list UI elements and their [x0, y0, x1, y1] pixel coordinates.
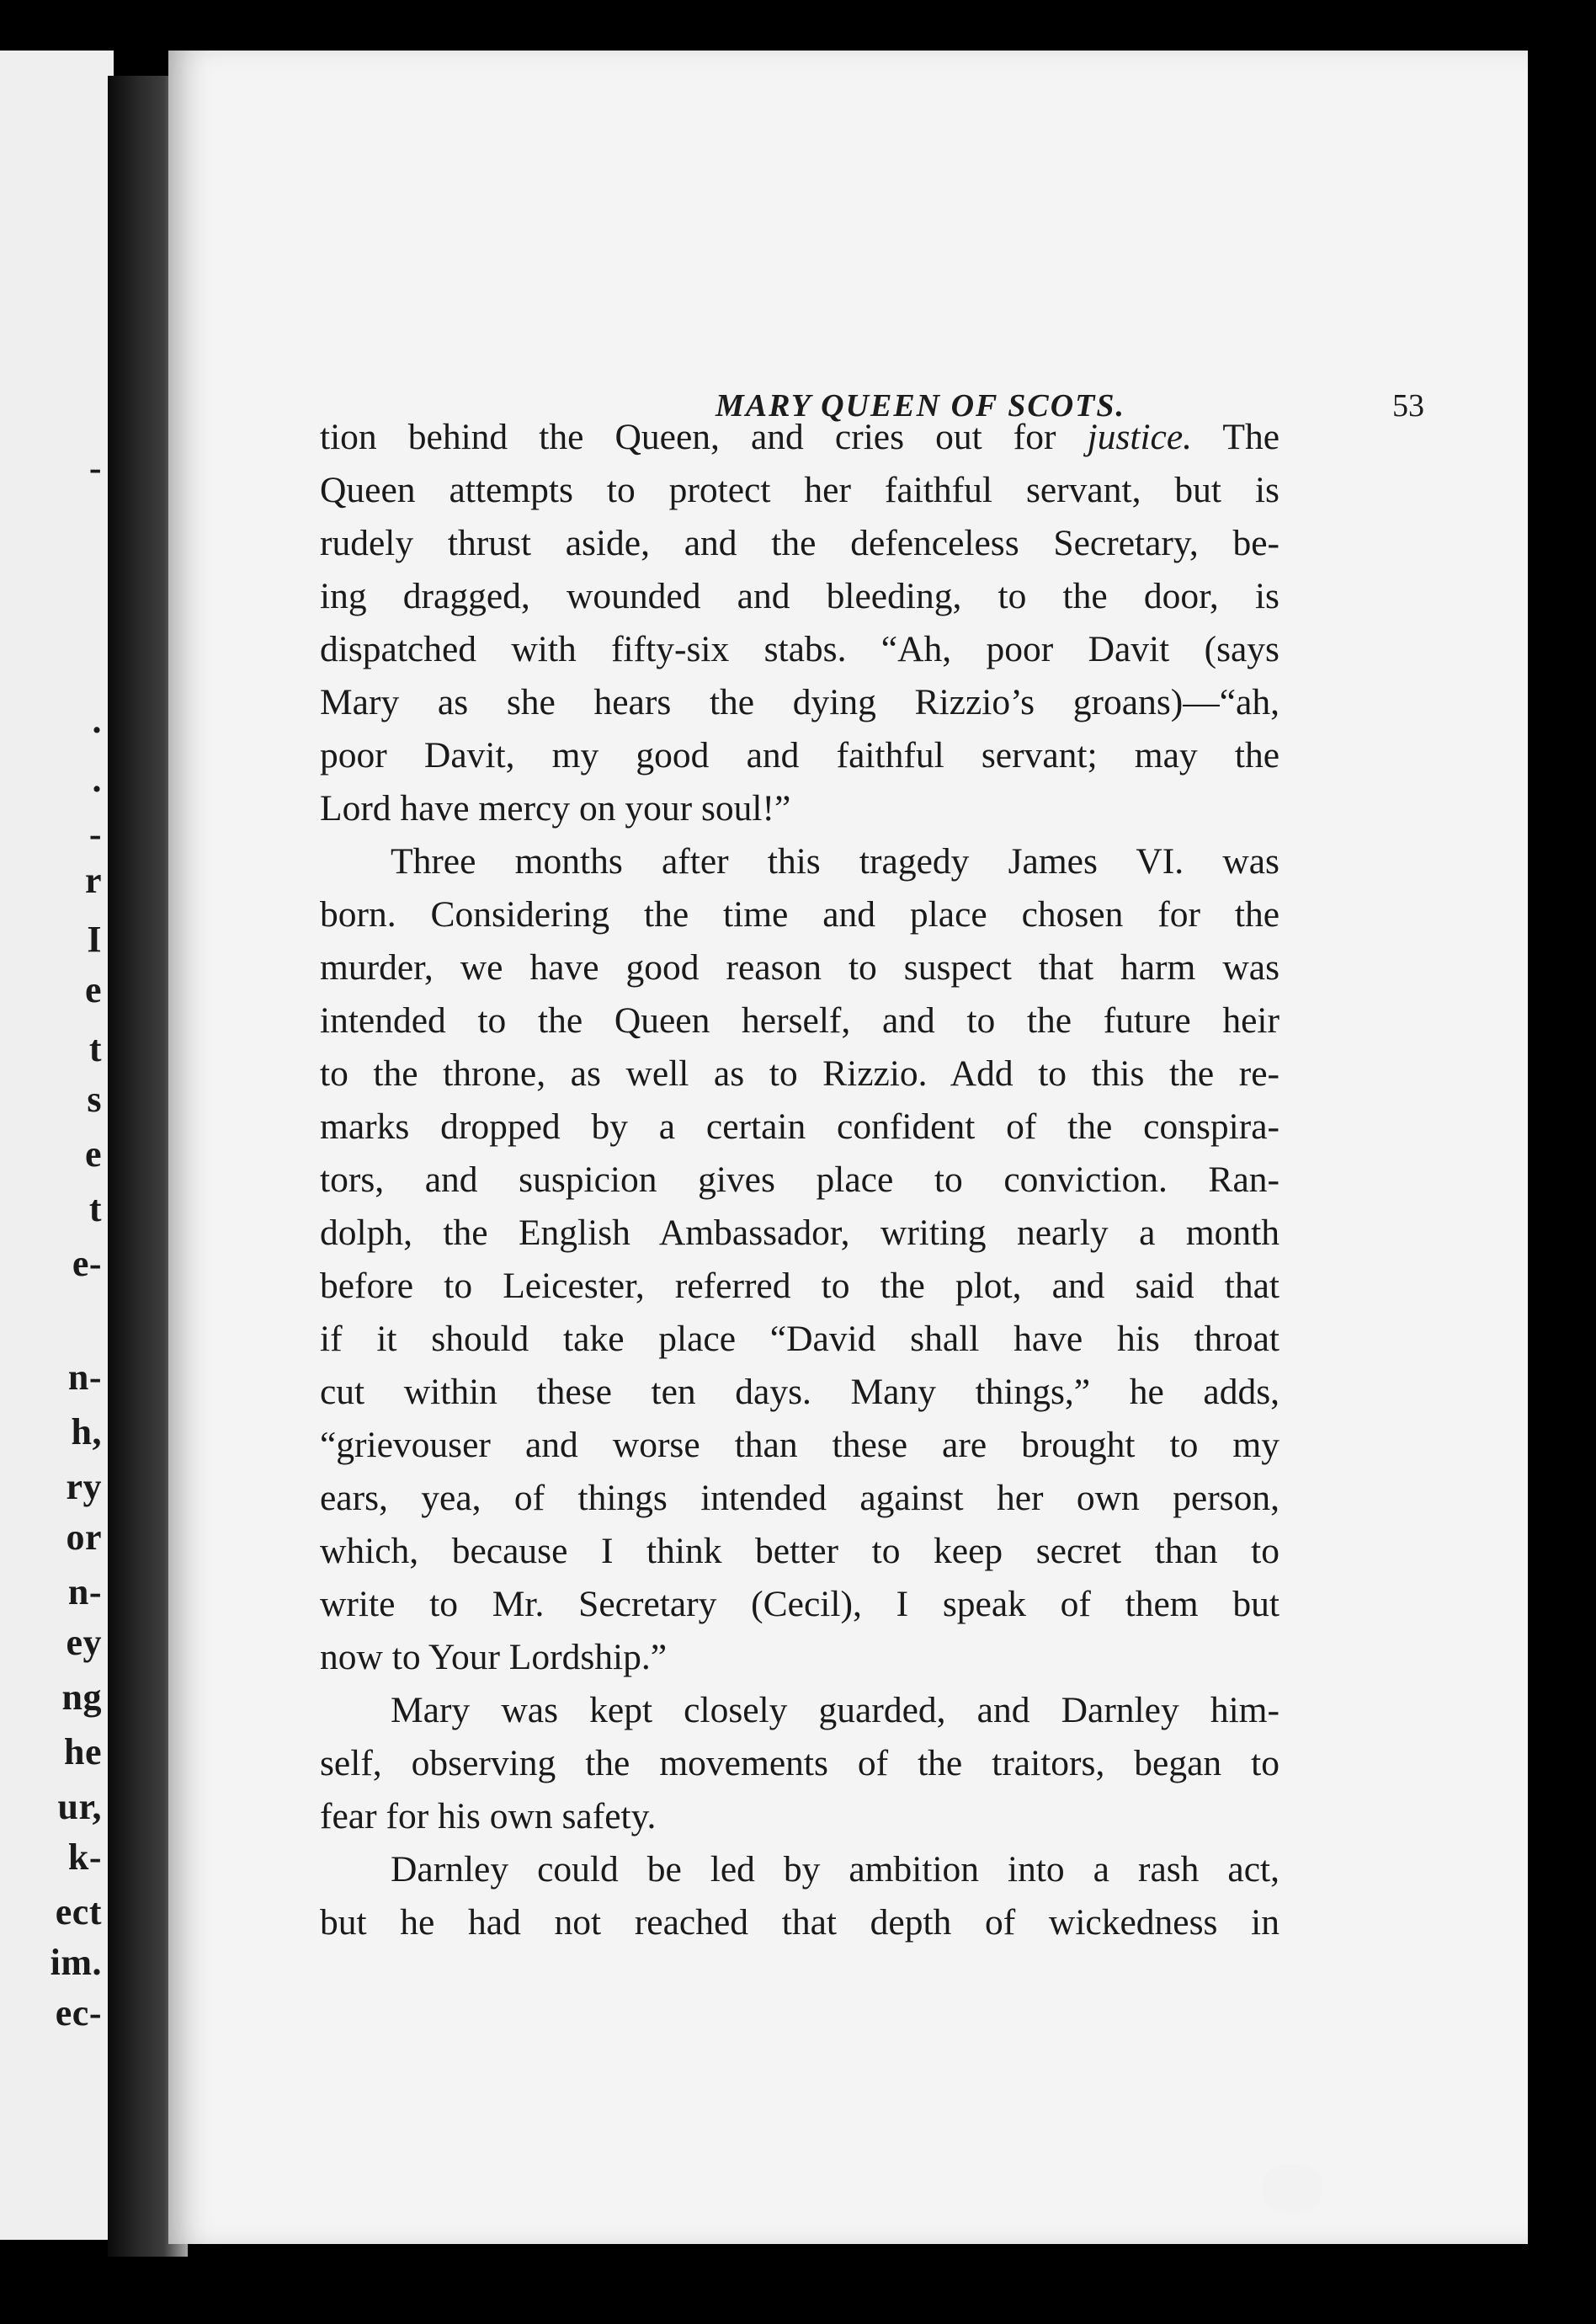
left-page-fragment: ect: [55, 1891, 102, 1932]
text-line: now to Your Lordship.”: [320, 1637, 668, 1677]
left-page-fragment: or: [66, 1516, 102, 1558]
text-line: dolph, the English Ambassador, writing nearly a month: [320, 1213, 1279, 1253]
text-line: fear for his own safety.: [320, 1796, 657, 1836]
left-page-fragment: .: [92, 759, 102, 800]
left-page-fragment: k-: [67, 1836, 102, 1878]
left-page-fragment: ey: [66, 1622, 102, 1663]
text-line: ears, yea, of things intended against her own person,: [320, 1478, 1279, 1518]
text-line: tors, and suspicion gives place to conviction. Ran-: [320, 1159, 1279, 1200]
text-line: “grievouser and worse than these are brought to my: [320, 1425, 1279, 1465]
text-line: Mary was kept closely guarded, and Darnley him-: [391, 1690, 1279, 1730]
text-line: marks dropped by a certain confident of the conspira-: [320, 1106, 1279, 1147]
text-line: Lord have mercy on your soul!”: [320, 788, 791, 829]
left-page-fragment: t: [88, 1028, 102, 1069]
left-page-fragment: -: [88, 447, 102, 488]
text-line: but he had not reached that depth of wickedness in: [320, 1902, 1279, 1943]
text-line: which, because I think better to keep secret than to: [320, 1531, 1279, 1571]
italic-word: justice.: [1087, 417, 1193, 457]
left-page-fragment: ry: [66, 1466, 102, 1507]
left-page-fragment: h,: [71, 1411, 102, 1452]
left-page-fragment: ec-: [55, 1992, 102, 2034]
left-page-fragment: ur,: [57, 1786, 102, 1827]
left-page-fragment: n-: [67, 1571, 102, 1612]
text-run: The: [1192, 417, 1280, 457]
left-page-fragment: .: [92, 700, 102, 741]
text-line: intended to the Queen herself, and to the future heir: [320, 1000, 1279, 1041]
left-page-fragment: n-: [67, 1357, 102, 1398]
text-line: self, observing the movements of the traitors, began to: [320, 1743, 1279, 1783]
left-page-fragment: I: [87, 919, 102, 960]
text-line: [320, 411, 1279, 464]
text-line: Darnley could be led by ambition into a rash act,: [391, 1849, 1279, 1890]
text-line: Queen attempts to protect her faithful servant, but is: [320, 470, 1279, 510]
text-line: murder, we have good reason to suspect that harm was: [320, 947, 1279, 988]
text-line: before to Leicester, referred to the plot, and said that: [320, 1266, 1279, 1306]
page-body-text: [320, 411, 1279, 1949]
text-line: ing dragged, wounded and bleeding, to the door, is: [320, 576, 1279, 616]
left-page-text-fragments: [0, 51, 114, 2240]
left-page-fragment: r: [84, 860, 102, 901]
left-page-fragment: e: [84, 1133, 102, 1175]
left-facing-page: [0, 51, 114, 2240]
text-line: rudely thrust aside, and the defenceless Secretary, be-: [320, 523, 1279, 563]
left-page-fragment: im.: [50, 1942, 102, 1983]
left-page-fragment: t: [88, 1188, 102, 1229]
text-line: poor Davit, my good and faithful servant; may the: [320, 735, 1279, 776]
text-line: Three months after this tragedy James VI. was: [391, 841, 1279, 882]
text-run: tion behind the Queen, and cries out for: [320, 417, 1088, 457]
text-line: born. Considering the time and place chosen for the: [320, 894, 1279, 935]
text-line: write to Mr. Secretary (Cecil), I speak of them but: [320, 1584, 1279, 1624]
running-head-title: MARY QUEEN OF SCOTS.: [716, 388, 1125, 424]
left-page-fragment: he: [64, 1731, 102, 1772]
text-line: dispatched with fifty-six stabs. “Ah, poor Davit (says: [320, 629, 1279, 669]
text-line: Mary as she hears the dying Rizzio’s groans)—“ah,: [320, 682, 1279, 722]
text-line: to the throne, as well as to Rizzio. Add to this the re-: [320, 1053, 1279, 1094]
left-page-fragment: s: [87, 1079, 102, 1120]
left-page-fragment: e: [84, 969, 102, 1010]
paper-blemish: [1263, 2164, 1322, 2213]
left-page-fragment: -: [88, 813, 102, 855]
text-line: if it should take place “David shall have his throat: [320, 1319, 1279, 1359]
left-page-fragment: e-: [72, 1243, 102, 1284]
page-number: 53: [1392, 388, 1424, 424]
left-page-fragment: ng: [61, 1676, 102, 1718]
text-line: cut within these ten days. Many things,” he adds,: [320, 1372, 1279, 1412]
